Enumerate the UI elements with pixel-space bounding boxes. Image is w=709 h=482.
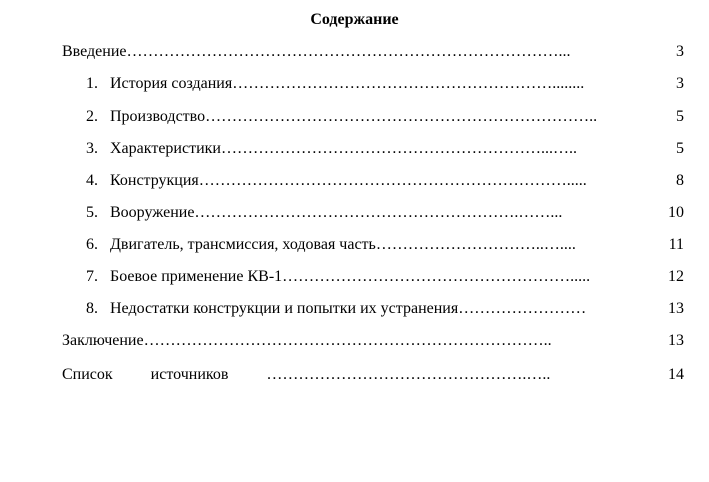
toc-entry-label: Производство xyxy=(110,108,206,125)
toc-entry-leader: ………………………………………………………………………... xyxy=(126,43,571,60)
toc-entry-leader: ………………………………………………………………….. xyxy=(143,332,552,349)
toc-entry-page: 5 xyxy=(676,108,684,125)
toc-entry-leader: …………………… xyxy=(458,300,587,317)
toc-entry-label: Недостатки конструкции и попытки их устранения xyxy=(110,300,459,317)
toc-entry-label: Вооружение xyxy=(110,204,195,221)
toc-entry-leader: ………………………………………….….. xyxy=(266,366,551,383)
toc-entry-number: 3. xyxy=(86,140,98,157)
toc-entry-label: Введение xyxy=(62,43,127,60)
spacer xyxy=(228,364,266,386)
spacer xyxy=(113,364,151,386)
toc-entry-conclusion xyxy=(62,330,684,352)
toc-title: Содержание xyxy=(310,11,399,28)
toc-entry-label: источников xyxy=(150,366,229,383)
toc-entry-number: 5. xyxy=(86,204,98,221)
toc-entry-label: История создания xyxy=(110,75,233,92)
toc-entry-number: 4. xyxy=(86,172,98,189)
toc-entry-number: 2. xyxy=(86,108,98,125)
toc-entry-leader: ……………………………………………………...….. xyxy=(220,140,577,157)
toc-entry-number: 8. xyxy=(86,300,98,317)
toc-entry-label: Боевое применение КВ-1 xyxy=(110,268,283,285)
toc-entry-page: 13 xyxy=(668,300,684,317)
toc-entry-number: 1. xyxy=(86,75,98,92)
toc-entry-number: 6. xyxy=(86,236,98,253)
toc-entry-leader: …………………………..….... xyxy=(375,236,576,253)
toc-entry-page: 12 xyxy=(668,268,684,285)
toc-entry-leader: ………………………………………………..... xyxy=(282,268,591,285)
toc-entry-2 xyxy=(86,106,684,128)
toc-entry-label: Список xyxy=(62,366,113,383)
toc-entry-page: 3 xyxy=(676,43,684,60)
toc-entry-leader: ……………………………………………………………..... xyxy=(198,172,587,189)
toc-entry-page: 14 xyxy=(668,366,684,383)
toc-entry-page: 3 xyxy=(676,75,684,92)
toc-entry-6 xyxy=(86,234,684,256)
toc-entry-3 xyxy=(86,138,684,160)
toc-entry-7 xyxy=(86,266,684,288)
toc-entry-label: Двигатель, трансмиссия, ходовая часть xyxy=(110,236,376,253)
toc-entry-page: 5 xyxy=(676,140,684,157)
toc-entry-label: Заключение xyxy=(62,332,144,349)
toc-entry-page: 11 xyxy=(668,236,684,253)
toc-entry-1 xyxy=(86,73,684,95)
toc-entry-introduction xyxy=(62,41,684,63)
toc-entry-page: 8 xyxy=(676,172,684,189)
toc-entry-page: 13 xyxy=(668,332,684,349)
toc-entry-leader: ……………………………………………………........ xyxy=(232,75,585,92)
toc-entry-8 xyxy=(86,298,684,320)
toc-entry-page: 10 xyxy=(668,204,684,221)
toc-entry-label: Конструкция xyxy=(110,172,199,189)
toc-entry-number: 7. xyxy=(86,268,98,285)
toc-entry-leader: …………………………………………………….……... xyxy=(194,204,563,221)
toc-entry-sources xyxy=(62,364,684,386)
toc-entry-5 xyxy=(86,202,684,224)
toc-entry-4 xyxy=(86,170,684,192)
toc-entry-label: Характеристики xyxy=(110,140,221,157)
toc-entry-leader: ……………………………………………………………….. xyxy=(205,108,598,125)
